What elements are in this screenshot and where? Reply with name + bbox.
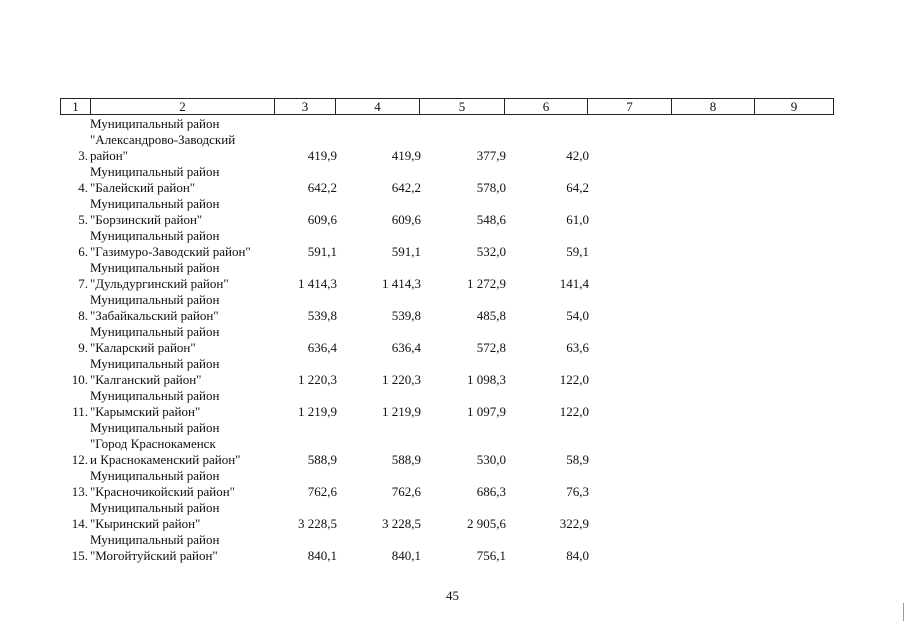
- value-col-5: 756,1: [476, 548, 506, 563]
- value-col-5: 2 905,6: [467, 516, 506, 531]
- district-name: Муниципальный район "Борзинский район": [90, 196, 220, 227]
- value-col-3: 762,6: [307, 484, 337, 499]
- value-col-3: 588,9: [307, 452, 337, 467]
- header-col-6: 6: [505, 99, 588, 115]
- value-col-3: 609,6: [307, 212, 337, 227]
- value-col-3: 1 414,3: [298, 276, 337, 291]
- value-col-4: 609,6: [391, 212, 421, 227]
- district-name: Муниципальный район "Красночикойский район": [90, 468, 235, 499]
- header-col-3: 3: [275, 99, 336, 115]
- value-col-4: 1 414,3: [382, 276, 421, 291]
- value-col-5: 548,6: [476, 212, 506, 227]
- value-col-4: 539,8: [391, 308, 421, 323]
- header-col-4: 4: [336, 99, 420, 115]
- table-row: [60, 260, 833, 292]
- district-name: Муниципальный район "Калганский район": [90, 356, 220, 387]
- value-col-3: 419,9: [307, 148, 337, 163]
- table-row: [60, 228, 833, 260]
- page-number: 45: [446, 588, 459, 603]
- table-row: [60, 500, 833, 532]
- district-name: Муниципальный район "Кыринский район": [90, 500, 220, 531]
- value-col-4: 762,6: [391, 484, 421, 499]
- table-row: [60, 324, 833, 356]
- table-row: [60, 468, 833, 500]
- table-row: [60, 292, 833, 324]
- value-col-5: 578,0: [476, 180, 506, 195]
- header-col-8: 8: [672, 99, 755, 115]
- district-name: Муниципальный район "Балейский район": [90, 164, 220, 195]
- value-col-6: 122,0: [559, 404, 589, 419]
- value-col-4: 642,2: [391, 180, 421, 195]
- value-col-6: 122,0: [559, 372, 589, 387]
- header-col-9: 9: [755, 99, 834, 115]
- district-name: Муниципальный район "Забайкальский район": [90, 292, 220, 323]
- value-col-3: 591,1: [307, 244, 337, 259]
- district-name: Муниципальный район "Могойтуйский район": [90, 532, 220, 563]
- column-number-header: [60, 98, 834, 115]
- header-col-1: 1: [61, 99, 91, 115]
- value-col-4: 636,4: [391, 340, 421, 355]
- row-number: 11.: [72, 404, 88, 419]
- table-row: [60, 356, 833, 388]
- table-row: [60, 388, 833, 420]
- district-name: Муниципальный район "Дульдургинский район": [90, 260, 229, 291]
- table-row: [60, 164, 833, 196]
- value-col-5: 377,9: [476, 148, 506, 163]
- district-name: Муниципальный район "Александрово-Заводский район": [90, 116, 236, 163]
- row-number: 7.: [78, 276, 88, 291]
- row-number: 5.: [78, 212, 88, 227]
- table-row: [60, 532, 833, 564]
- value-col-3: 1 220,3: [298, 372, 337, 387]
- value-col-3: 3 228,5: [298, 516, 337, 531]
- district-name: Муниципальный район "Каларский район": [90, 324, 220, 355]
- value-col-3: 642,2: [307, 180, 337, 195]
- header-col-2: 2: [91, 99, 275, 115]
- row-number: 14.: [71, 516, 88, 531]
- value-col-5: 485,8: [476, 308, 506, 323]
- value-col-5: 532,0: [476, 244, 506, 259]
- row-number: 6.: [78, 244, 88, 259]
- row-number: 3.: [78, 148, 88, 163]
- value-col-5: 1 272,9: [467, 276, 506, 291]
- value-col-4: 591,1: [391, 244, 421, 259]
- value-col-4: 1 219,9: [382, 404, 421, 419]
- value-col-4: 840,1: [391, 548, 421, 563]
- district-name: Муниципальный район "Город Краснокаменск и Краснокаменский район": [90, 420, 241, 467]
- value-col-4: 1 220,3: [382, 372, 421, 387]
- header-col-7: 7: [588, 99, 672, 115]
- value-col-5: 686,3: [476, 484, 506, 499]
- table-row: [60, 116, 833, 164]
- table-body: [60, 116, 833, 564]
- value-col-3: 840,1: [307, 548, 337, 563]
- value-col-4: 3 228,5: [382, 516, 421, 531]
- value-col-6: 61,0: [566, 212, 589, 227]
- table-row: [60, 196, 833, 228]
- value-col-5: 572,8: [476, 340, 506, 355]
- value-col-3: 1 219,9: [298, 404, 337, 419]
- value-col-6: 58,9: [566, 452, 589, 467]
- value-col-6: 54,0: [566, 308, 589, 323]
- row-number: 12.: [71, 452, 88, 467]
- scan-edge-mark: [903, 603, 904, 621]
- value-col-3: 636,4: [307, 340, 337, 355]
- value-col-6: 322,9: [559, 516, 589, 531]
- district-name: Муниципальный район "Карымский район": [90, 388, 220, 419]
- value-col-4: 588,9: [391, 452, 421, 467]
- row-number: 15.: [71, 548, 88, 563]
- value-col-4: 419,9: [391, 148, 421, 163]
- row-number: 13.: [71, 484, 88, 499]
- row-number: 10.: [71, 372, 88, 387]
- value-col-6: 59,1: [566, 244, 589, 259]
- value-col-5: 1 098,3: [467, 372, 506, 387]
- header-col-5: 5: [420, 99, 505, 115]
- row-number: 9.: [78, 340, 88, 355]
- value-col-5: 530,0: [476, 452, 506, 467]
- row-number: 8.: [78, 308, 88, 323]
- row-number: 4.: [78, 180, 88, 195]
- value-col-3: 539,8: [307, 308, 337, 323]
- value-col-6: 84,0: [566, 548, 589, 563]
- value-col-6: 42,0: [566, 148, 589, 163]
- value-col-6: 141,4: [559, 276, 589, 291]
- district-name: Муниципальный район "Газимуро-Заводский район": [90, 228, 251, 259]
- value-col-6: 76,3: [566, 484, 589, 499]
- value-col-6: 64,2: [566, 180, 589, 195]
- value-col-6: 63,6: [566, 340, 589, 355]
- table-row: [60, 420, 833, 468]
- value-col-5: 1 097,9: [467, 404, 506, 419]
